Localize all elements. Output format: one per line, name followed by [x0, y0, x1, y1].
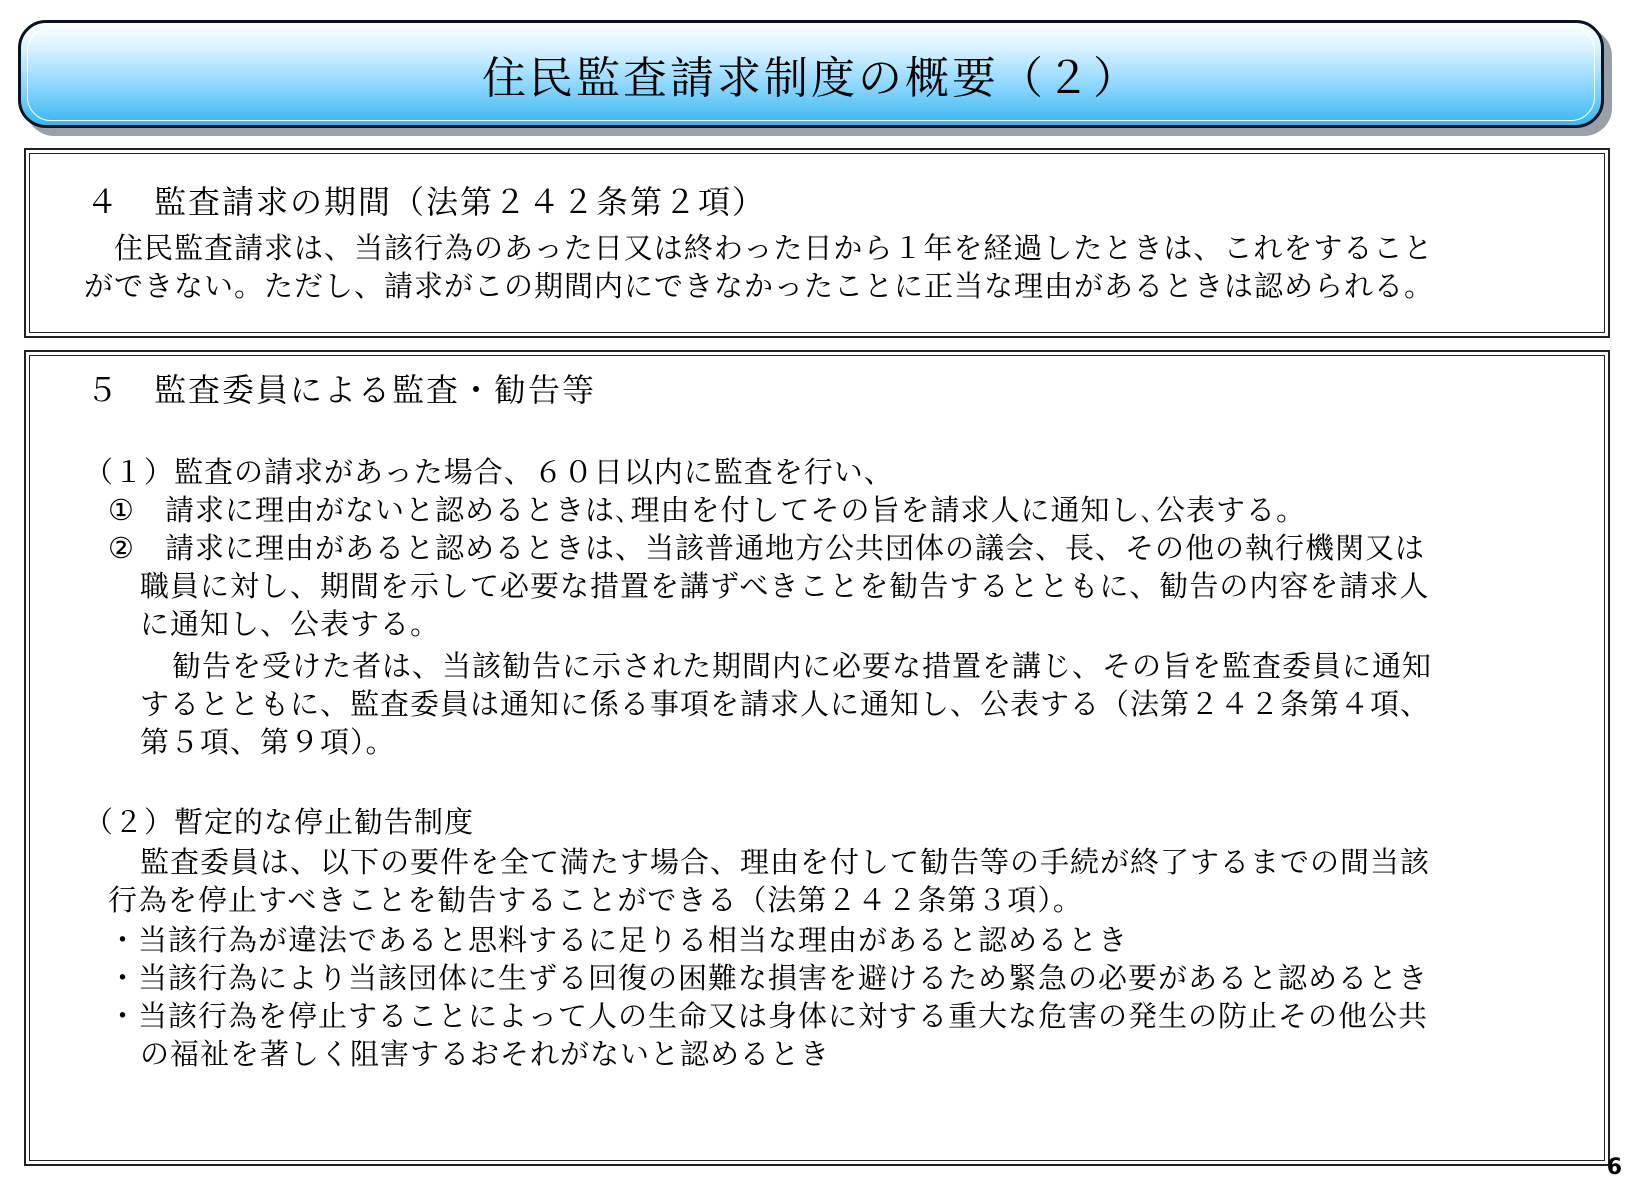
section-4-body-line-2: ができない。ただし、請求がこの期間内にできなかったことに正当な理由があるときは認められる。 [84, 269, 1435, 303]
title-banner [18, 20, 1604, 128]
sub-1-item-1: ① 請求に理由がないと認めるときは､理由を付してその旨を請求人に通知し､公表する。 [108, 493, 1306, 527]
sub-1-item-2-line-2: 職員に対し、期間を示して必要な措置を講ずべきことを勧告するとともに、勧告の内容を請求人 [140, 569, 1430, 603]
section-4-body-line-1: 住民監査請求は、当該行為のあった日又は終わった日から１年を経過したときは、これをすること [114, 231, 1434, 265]
section-5-heading: ５ 監査委員による監査・勧告等 [86, 371, 597, 409]
sub-1-item-2-line-3: に通知し、公表する。 [140, 607, 441, 641]
section-4-heading: ４ 監査請求の期間（法第２４２条第２項） [86, 183, 767, 221]
sub-1-item-2-line-1: ② 請求に理由があると認めるときは、当該普通地方公共団体の議会、長、その他の執行機関又は [108, 531, 1425, 565]
page-title: 住民監査請求制度の概要（２） [482, 53, 1140, 104]
sub-1-followup-line-2: するとともに、監査委員は通知に係る事項を請求人に通知し、公表する（法第２４２条第４項、 [140, 687, 1431, 721]
sub-2-bullet-3: ・当該行為を停止することによって人の生命又は身体に対する重大な危害の発生の防止その他公共 [108, 999, 1429, 1033]
sub-2-bullet-2: ・当該行為により当該団体に生ずる回復の困難な損害を避けるため緊急の必要があると認めるとき [108, 961, 1429, 995]
sub-1-followup-line-3: 第５項、第９項）。 [140, 725, 396, 759]
sub-2-heading: （２）暫定的な停止勧告制度 [84, 805, 475, 839]
sub-2-body-line-2: 行為を停止すべきことを勧告することができる（法第２４２条第３項）。 [108, 883, 1083, 917]
sub-2-bullet-3-continued: の福祉を著しく阻害するおそれがないと認めるとき [140, 1037, 831, 1071]
sub-1-heading: （１）監査の請求があった場合、６０日以内に監査を行い、 [84, 455, 894, 489]
section-5-box [24, 350, 1610, 1166]
section-4-box [24, 148, 1610, 338]
sub-2-bullet-1: ・当該行為が違法であると思料するに足りる相当な理由があると認めるとき [108, 923, 1129, 957]
page-number: 6 [1606, 1155, 1622, 1180]
sub-1-followup-line-1: 勧告を受けた者は、当該勧告に示された期間内に必要な措置を講じ、その旨を監査委員に通知 [172, 649, 1433, 683]
sub-2-body-line-1: 監査委員は、以下の要件を全て満たす場合、理由を付して勧告等の手続が終了するまでの間当該 [140, 845, 1431, 879]
